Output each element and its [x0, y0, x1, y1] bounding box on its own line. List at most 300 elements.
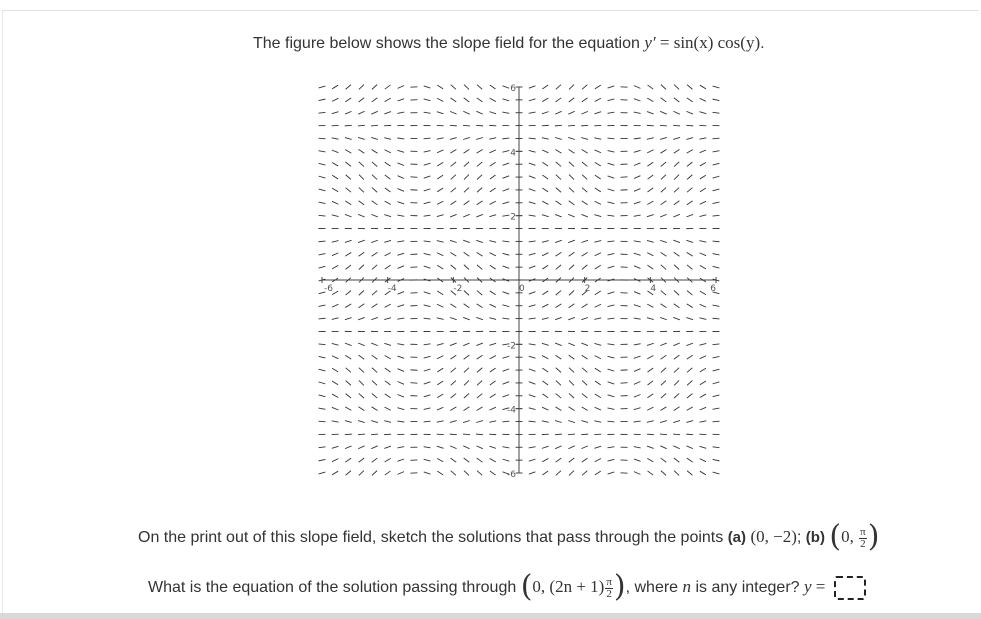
slope-segment — [556, 368, 561, 373]
slope-segment — [397, 112, 404, 113]
slope-segment — [332, 85, 338, 89]
slope-segment — [700, 291, 706, 295]
slope-segment — [660, 137, 667, 139]
slope-segment — [490, 253, 496, 256]
slope-segment — [371, 421, 378, 423]
slope-segment — [687, 381, 692, 386]
slope-segment — [556, 471, 561, 476]
slope-segment — [332, 112, 339, 114]
slope-segment — [595, 253, 601, 256]
slope-segment — [477, 175, 482, 180]
slope-segment — [699, 215, 706, 217]
slope-segment — [345, 98, 351, 102]
slope-segment — [594, 215, 601, 217]
slope-segment — [660, 343, 667, 346]
slope-segment — [450, 304, 456, 308]
slope-segment — [661, 355, 667, 359]
slope-segment — [358, 343, 364, 346]
slope-segment — [345, 343, 352, 345]
slope-segment — [477, 381, 482, 386]
slope-segment — [634, 266, 640, 269]
slope-segment — [634, 112, 641, 113]
slope-segment — [555, 304, 561, 308]
slope-segment — [608, 86, 615, 88]
slope-segment — [542, 458, 548, 461]
slope-segment — [674, 291, 679, 296]
slope-segment — [542, 162, 548, 166]
slope-segment — [686, 214, 693, 216]
slope-segment — [503, 382, 510, 385]
slope-segment — [502, 447, 509, 448]
slope-segment — [464, 458, 470, 462]
slope-segment — [686, 343, 693, 345]
slope-segment — [673, 240, 680, 242]
slope-segment — [556, 291, 561, 296]
slope-segment — [686, 111, 692, 114]
slope-segment — [595, 368, 601, 372]
slope-segment — [634, 369, 640, 372]
slope-segment — [674, 407, 680, 411]
slope-segment — [450, 138, 457, 140]
slope-segment — [529, 215, 536, 216]
slope-segment — [424, 176, 431, 178]
slope-segment — [359, 393, 364, 398]
slope-segment — [582, 265, 587, 269]
slope-segment — [503, 163, 510, 165]
slope-segment — [332, 162, 338, 165]
slope-segment — [372, 458, 378, 462]
y-tick-label: 6 — [510, 84, 516, 94]
slope-segment — [490, 175, 496, 179]
slope-segment — [503, 99, 510, 101]
slope-segment — [581, 446, 587, 449]
slope-segment — [661, 291, 666, 296]
slope-segment — [477, 368, 482, 373]
slope-segment — [371, 446, 377, 449]
slope-segment — [647, 355, 653, 358]
slope-segment — [319, 112, 326, 113]
answer-input[interactable] — [834, 576, 866, 600]
slope-segment — [607, 318, 614, 319]
slope-segment — [713, 112, 720, 113]
slope-segment — [437, 162, 443, 166]
slope-segment — [660, 446, 666, 449]
slope-segment — [332, 343, 339, 345]
point-separator: ; — [796, 529, 806, 546]
slope-segment — [359, 188, 364, 193]
slope-segment — [542, 201, 548, 204]
slope-segment — [489, 138, 496, 140]
slope-segment — [464, 162, 469, 167]
slope-segment — [608, 369, 615, 371]
slope-segment — [647, 188, 653, 192]
slope-segment — [699, 241, 706, 243]
slope-segment — [648, 85, 654, 89]
slope-segment — [674, 304, 680, 308]
slope-segment — [437, 188, 443, 192]
slope-segment — [687, 407, 693, 411]
slope-segment — [529, 266, 536, 268]
slope-segment — [634, 395, 641, 398]
slope-segment — [608, 176, 615, 178]
slope-segment — [661, 265, 666, 270]
slope-segment — [332, 188, 338, 192]
slope-segment — [319, 151, 326, 152]
slope-segment — [660, 434, 667, 435]
slope-segment — [542, 253, 548, 256]
slope-segment — [437, 241, 444, 243]
slope-segment — [384, 215, 391, 217]
slope-segment — [582, 175, 587, 180]
question-2-text: On the print out of this slope field, sketch the solutions that pass through the points — [138, 529, 728, 546]
slope-segment — [608, 99, 615, 101]
slope-segment — [607, 421, 614, 422]
slope-segment — [358, 137, 365, 139]
slope-segment — [464, 149, 470, 153]
slope-segment — [332, 407, 338, 410]
slope-segment — [332, 421, 339, 422]
slope-segment — [437, 215, 444, 217]
slope-segment — [502, 138, 509, 139]
slope-segment — [477, 188, 482, 193]
slope-segment — [569, 265, 574, 270]
y-tick-label: -6 — [507, 470, 516, 478]
slope-segment — [687, 252, 693, 256]
slope-segment — [451, 162, 456, 166]
slope-segment — [674, 201, 680, 205]
slope-segment — [464, 304, 470, 308]
slope-segment — [437, 265, 443, 269]
slope-segment — [385, 265, 391, 269]
slope-segment — [608, 356, 615, 358]
slope-segment — [582, 188, 587, 193]
slope-segment — [345, 355, 351, 359]
slope-segment — [384, 421, 391, 423]
slope-segment — [634, 459, 641, 461]
slope-segment — [594, 138, 601, 139]
slope-segment — [568, 421, 575, 423]
slope-segment — [542, 407, 548, 410]
slope-segment — [674, 252, 680, 256]
slope-segment — [581, 138, 588, 140]
slope-segment — [451, 188, 456, 193]
slope-segment — [477, 265, 482, 270]
slope-segment — [345, 214, 352, 216]
slope-segment — [346, 291, 351, 295]
slope-segment — [582, 407, 588, 411]
slope-segment — [397, 99, 404, 101]
slope-segment — [424, 395, 431, 397]
slope-segment — [319, 266, 326, 268]
slope-segment — [660, 149, 666, 153]
slope-segment — [661, 458, 667, 462]
slope-segment — [345, 458, 351, 462]
slope-segment — [463, 240, 470, 242]
slope-segment — [464, 368, 469, 373]
slope-segment — [437, 459, 443, 462]
slope-segment — [569, 162, 574, 167]
slope-segment — [582, 394, 587, 398]
slope-segment — [647, 112, 654, 114]
slope-segment — [555, 421, 562, 423]
slope-segment — [607, 112, 614, 113]
slope-segment — [556, 175, 561, 180]
slope-segment — [346, 188, 351, 192]
slope-segment — [582, 368, 587, 373]
slope-segment — [489, 112, 496, 114]
slope-segment — [398, 382, 404, 385]
slope-segment — [489, 446, 496, 448]
slope-segment — [424, 151, 431, 152]
slope-segment — [398, 266, 404, 269]
slope-segment — [397, 318, 404, 319]
slope-segment — [489, 343, 496, 345]
slope-segment — [687, 394, 692, 398]
slope-segment — [581, 240, 588, 242]
slope-segment — [477, 394, 482, 398]
slope-segment — [529, 305, 536, 307]
slope-segment — [464, 98, 470, 102]
slope-segment — [568, 125, 575, 126]
slope-segment — [674, 458, 680, 462]
x-tick-label: -6 — [324, 284, 333, 294]
slope-segment — [687, 150, 693, 154]
slope-segment — [477, 304, 483, 308]
slope-segment — [647, 368, 653, 372]
slope-segment — [608, 305, 615, 307]
slope-segment — [582, 252, 588, 256]
slope-segment — [687, 458, 693, 462]
slope-segment — [503, 266, 510, 268]
slope-segment — [424, 318, 431, 319]
slope-segment — [490, 471, 496, 475]
slope-segment — [607, 241, 614, 242]
slope-segment — [319, 86, 326, 88]
slope-segment — [661, 98, 667, 102]
slope-segment — [700, 368, 706, 372]
slope-segment — [319, 356, 326, 357]
slope-segment — [424, 202, 431, 204]
slope-segment — [385, 85, 391, 89]
slope-segment — [398, 369, 404, 372]
slope-segment — [477, 150, 483, 154]
slope-segment — [608, 395, 615, 397]
slope-segment — [569, 368, 574, 373]
slope-segment — [490, 368, 496, 372]
slope-segment — [437, 318, 444, 320]
slope-segment — [699, 138, 706, 139]
slope-segment — [332, 459, 338, 462]
slope-segment — [358, 434, 365, 435]
slope-segment — [529, 369, 536, 371]
slope-segment — [463, 434, 470, 435]
equation-lhs: y′ — [644, 33, 656, 52]
slope-segment — [647, 318, 654, 320]
slope-segment — [661, 368, 666, 373]
slope-segment — [569, 393, 574, 398]
point-a: (0, −2) — [750, 527, 797, 546]
slope-segment — [424, 86, 431, 88]
slope-segment — [595, 175, 601, 179]
slope-segment — [450, 355, 456, 359]
slope-segment — [490, 188, 496, 192]
slope-segment — [661, 394, 666, 399]
slope-segment — [674, 355, 680, 359]
slope-segment — [319, 305, 326, 306]
slope-segment — [607, 138, 614, 139]
slope-segment — [397, 356, 404, 358]
slope-segment — [384, 318, 391, 320]
slope-segment — [713, 408, 720, 409]
slope-segment — [595, 265, 601, 269]
slope-segment — [556, 201, 562, 205]
slope-segment — [476, 317, 483, 319]
slope-segment — [385, 188, 391, 192]
slope-segment — [555, 252, 561, 256]
slope-segment — [476, 125, 483, 126]
slope-segment — [568, 214, 574, 217]
slope-segment — [568, 111, 574, 114]
slope-segment — [661, 162, 666, 167]
slope-segment — [647, 446, 654, 448]
slope-segment — [372, 175, 377, 180]
slope-segment — [464, 85, 469, 90]
slope-segment — [319, 215, 326, 216]
slope-segment — [345, 421, 352, 423]
slope-segment — [332, 175, 338, 179]
slope-segment — [477, 98, 483, 102]
slope-segment — [503, 395, 510, 397]
slope-segment — [358, 446, 364, 449]
x-tick-label: -2 — [453, 284, 463, 294]
slope-segment — [542, 381, 548, 385]
slope-segment — [660, 240, 667, 242]
slope-segment — [661, 381, 666, 386]
slope-segment — [450, 343, 457, 345]
slope-segment — [673, 434, 680, 435]
slope-segment — [594, 421, 601, 422]
slope-segment — [713, 369, 720, 371]
slope-segment — [569, 175, 574, 180]
slope-segment — [607, 344, 614, 345]
slope-segment — [502, 318, 509, 319]
slope-segment — [503, 459, 510, 461]
slope-segment — [332, 471, 338, 475]
slope-segment — [359, 368, 364, 373]
slope-segment — [371, 137, 378, 139]
slope-segment — [424, 369, 431, 371]
slope-segment — [555, 240, 562, 242]
slope-segment — [372, 304, 378, 308]
point-b: (0, $\frac{\pi}{2}$ ) — [829, 519, 880, 554]
slope-segment — [568, 446, 574, 449]
slope-segment — [634, 344, 641, 345]
slope-segment — [581, 434, 588, 435]
slope-segment — [608, 382, 615, 384]
slope-segment — [359, 98, 365, 102]
slope-segment — [594, 318, 601, 320]
slope-segment — [359, 355, 365, 359]
slope-segment — [503, 176, 510, 179]
slope-segment — [542, 175, 548, 179]
slope-segment — [476, 434, 483, 435]
slope-segment — [359, 380, 364, 385]
slope-segment — [581, 421, 588, 423]
slope-segment — [555, 434, 562, 435]
slope-segment — [437, 291, 443, 295]
slope-segment — [647, 421, 654, 423]
slope-segment — [700, 253, 706, 256]
slope-segment — [634, 241, 641, 242]
slope-segment — [542, 356, 548, 359]
slope-segment — [450, 150, 456, 154]
slope-segment — [713, 138, 720, 139]
slope-segment — [713, 382, 720, 384]
slope-segment — [332, 253, 338, 256]
slope-segment — [464, 175, 469, 180]
slope-segment — [569, 201, 575, 205]
slope-segment — [700, 407, 706, 410]
slope-segment — [542, 368, 548, 372]
slope-segment — [556, 394, 561, 398]
slope-segment — [450, 434, 457, 435]
slope-segment — [686, 421, 693, 423]
slope-segment — [556, 85, 561, 90]
slope-segment — [424, 189, 431, 191]
slope-segment — [489, 421, 496, 423]
slope-segment — [660, 125, 667, 126]
question-3-end: is any integer? — [691, 579, 800, 596]
slope-segment — [700, 381, 706, 385]
slope-segment — [634, 305, 641, 307]
slope-segment — [595, 150, 601, 153]
slope-segment — [713, 202, 720, 203]
slope-segment — [634, 176, 640, 179]
slope-segment — [634, 138, 641, 139]
slope-segment — [450, 318, 457, 320]
slope-segment — [371, 343, 378, 346]
slope-segment — [647, 265, 653, 269]
slope-segment — [529, 150, 536, 152]
slope-segment — [397, 408, 404, 410]
slope-segment — [398, 189, 404, 192]
slope-segment — [661, 85, 666, 90]
slope-segment — [319, 344, 326, 345]
slope-segment — [424, 472, 431, 474]
slope-segment — [582, 201, 588, 205]
slope-segment — [372, 291, 377, 296]
slope-segment — [346, 381, 351, 386]
slope-segment — [556, 98, 562, 102]
slope-segment — [319, 447, 326, 448]
question-3-middle: , where — [625, 579, 683, 596]
x-tick-label: 4 — [650, 284, 657, 294]
slope-segment — [464, 380, 469, 385]
slope-segment — [319, 241, 326, 242]
slope-segment — [713, 254, 720, 255]
slope-segment — [345, 125, 352, 126]
slope-segment — [595, 407, 601, 410]
slope-segment — [595, 304, 601, 307]
slope-segment — [542, 138, 549, 140]
slope-segment — [424, 305, 431, 307]
slope-segment — [358, 125, 365, 126]
slope-segment — [673, 111, 679, 114]
question-1-period: . — [760, 35, 765, 52]
slope-segment — [595, 85, 601, 89]
slope-segment — [451, 394, 456, 398]
slope-segment — [477, 291, 482, 296]
